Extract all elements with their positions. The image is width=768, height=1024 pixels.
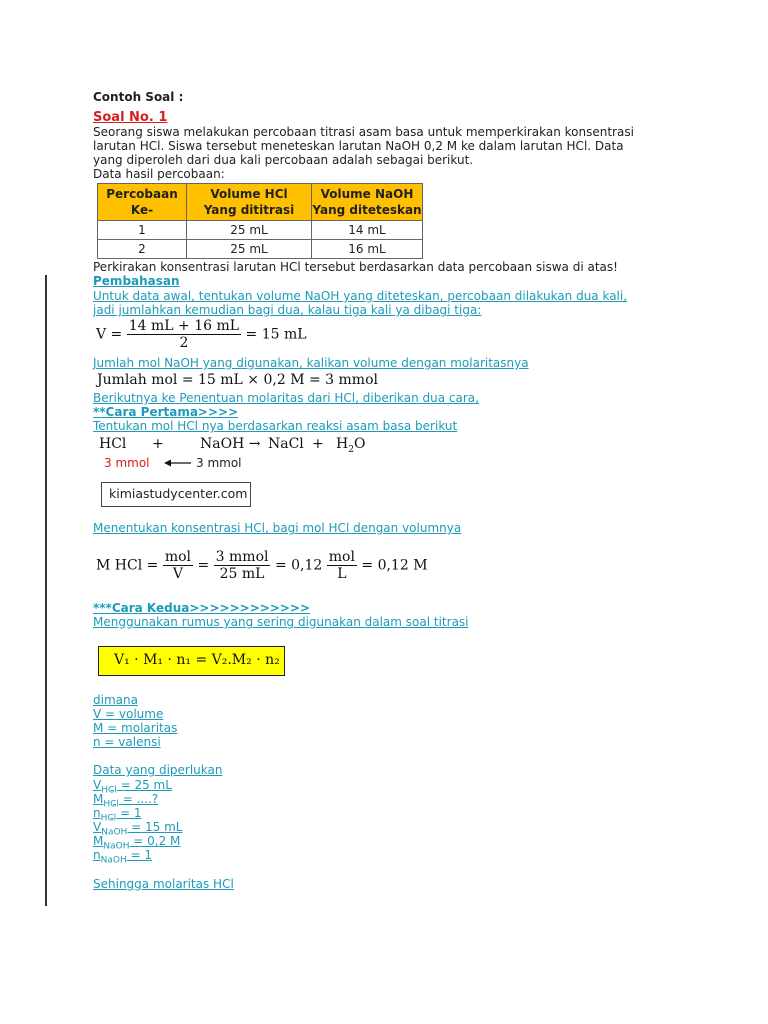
- mmol-hcl: 3 mmol: [104, 456, 150, 470]
- dimana-label[interactable]: dimana: [93, 693, 138, 707]
- eq3-fraction-1: [163, 549, 193, 582]
- eq1-numerator: 14 mL + 16 mL: [128, 318, 240, 334]
- reaction-plus-1: +: [152, 436, 164, 452]
- table-cell: 25 mL: [187, 240, 312, 259]
- eq3-equals: =: [197, 557, 210, 574]
- cara-pertama[interactable]: **Cara Pertama>>>>: [93, 405, 239, 419]
- table-header: Volume HCl Yang dititrasi: [187, 184, 312, 221]
- step2[interactable]: Jumlah mol NaOH yang digunakan, kalikan volume dengan molaritasnya: [93, 356, 529, 370]
- reaction-naoh: NaOH →: [200, 436, 261, 452]
- equation-mol: Jumlah mol = 15 mL × 0,2 M = 3 mmol: [97, 372, 378, 388]
- eq3-f1-numerator: mol: [164, 549, 192, 565]
- margin-line: [45, 275, 47, 906]
- dimana-molaritas[interactable]: M = molaritas: [93, 721, 178, 735]
- problem-line-1: Seorang siswa melakukan percobaan titrasi asam basa untuk memperkirakan konsentrasi: [93, 125, 634, 139]
- arrow-left-icon: [164, 458, 192, 468]
- eq3-f3-denominator: L: [337, 566, 347, 582]
- problem-line-3: yang diperoleh dari dua kali percobaan adalah sebagai berikut.: [93, 153, 474, 167]
- table-cell: 25 mL: [187, 221, 312, 240]
- table-header: Volume NaOH Yang diteteskan: [312, 184, 423, 221]
- eq1-rhs: = 15 mL: [245, 326, 307, 343]
- problem-line-2: larutan HCl. Siswa tersebut meneteskan larutan NaOH 0,2 M ke dalam larutan HCl. Data: [93, 139, 624, 153]
- eq3-f3-numerator: mol: [328, 549, 355, 565]
- equation-molarity: [96, 549, 428, 582]
- soal-title: Soal No. 1: [93, 110, 168, 125]
- equation-volume: [96, 318, 307, 351]
- eq3-f2-denominator: 25 mL: [219, 566, 265, 582]
- eq3-f2-numerator: 3 mmol: [215, 549, 269, 565]
- diperlukan-item[interactable]: $M_{NaOH} = 0,2$ M: [93, 834, 181, 852]
- mmol-naoh: 3 mmol: [196, 456, 242, 470]
- diperlukan-item[interactable]: $V_{HCl} = 25$ mL: [93, 778, 172, 796]
- reaction-hcl: HCl: [99, 436, 127, 452]
- table-header: Percobaan Ke-: [98, 184, 187, 221]
- diperlukan-item[interactable]: $n_{HCl} = 1$: [93, 806, 142, 824]
- step4[interactable]: Tentukan mol HCl nya berdasarkan reaksi asam basa berikut: [93, 419, 458, 433]
- eq3-fraction-2: [214, 549, 271, 582]
- cara-kedua[interactable]: ***Cara Kedua>>>>>>>>>>>>: [93, 601, 311, 615]
- heading: Contoh Soal :: [93, 90, 184, 104]
- diperlukan-title[interactable]: Data yang diperlukan: [93, 763, 223, 777]
- sehingga[interactable]: Sehingga molaritas HCl: [93, 877, 234, 891]
- table-row: [98, 221, 423, 240]
- watermark-text: kimiastudycenter.com: [109, 486, 248, 501]
- step1-line-1[interactable]: Untuk data awal, tentukan volume NaOH yang diteteskan, percobaan dilakukan dua kali,: [93, 289, 628, 303]
- step5[interactable]: Menentukan konsentrasi HCl, bagi mol HCl dengan volumnya: [93, 521, 462, 535]
- dimana-valensi[interactable]: n = valensi: [93, 735, 161, 749]
- diperlukan-item[interactable]: $V_{NaOH} = 15$ mL: [93, 820, 183, 838]
- step6[interactable]: Menggunakan rumus yang sering digunakan dalam soal titrasi: [93, 615, 469, 629]
- table-cell: 16 mL: [312, 240, 423, 259]
- question: Perkirakan konsentrasi larutan HCl tersebut berdasarkan data percobaan siswa di atas!: [93, 260, 618, 274]
- step3[interactable]: Berikutnya ke Penentuan molaritas dari HCl, diberikan dua cara,: [93, 391, 479, 405]
- table-cell: 2: [98, 240, 187, 259]
- eq1-denominator: 2: [179, 335, 189, 351]
- diperlukan-item[interactable]: $M_{HCl}$ = ....?: [93, 792, 159, 810]
- data-table: [97, 183, 423, 259]
- table-cell: 1: [98, 221, 187, 240]
- problem-line-4: Data hasil percobaan:: [93, 167, 225, 181]
- pembahasan-heading[interactable]: Pembahasan: [93, 274, 180, 288]
- eq3-lhs: M HCl =: [96, 557, 159, 574]
- titration-formula: V₁ · M₁ · n₁ = V₂.M₂ · n₂: [114, 652, 280, 668]
- eq3-mid: = 0,12: [274, 557, 323, 574]
- table-header-row: [98, 184, 423, 221]
- eq3-fraction-3: [327, 549, 357, 582]
- table-row: [98, 240, 423, 259]
- eq3-f1-denominator: V: [172, 566, 183, 582]
- eq3-rhs: = 0,12 M: [361, 557, 428, 574]
- reaction-nacl: NaCl: [268, 436, 304, 452]
- dimana-volume[interactable]: V = volume: [93, 707, 164, 721]
- reaction-plus-2: +: [312, 436, 324, 452]
- diperlukan-item[interactable]: $n_{NaOH} = 1$: [93, 848, 153, 866]
- reaction-h2o: $H_2O$: [336, 436, 366, 455]
- eq1-fraction: [127, 318, 241, 351]
- eq1-lhs: V =: [96, 326, 123, 343]
- step1-line-2[interactable]: jadi jumlahkan kemudian bagi dua, kalau tiga kali ya dibagi tiga:: [93, 303, 482, 317]
- table-cell: 14 mL: [312, 221, 423, 240]
